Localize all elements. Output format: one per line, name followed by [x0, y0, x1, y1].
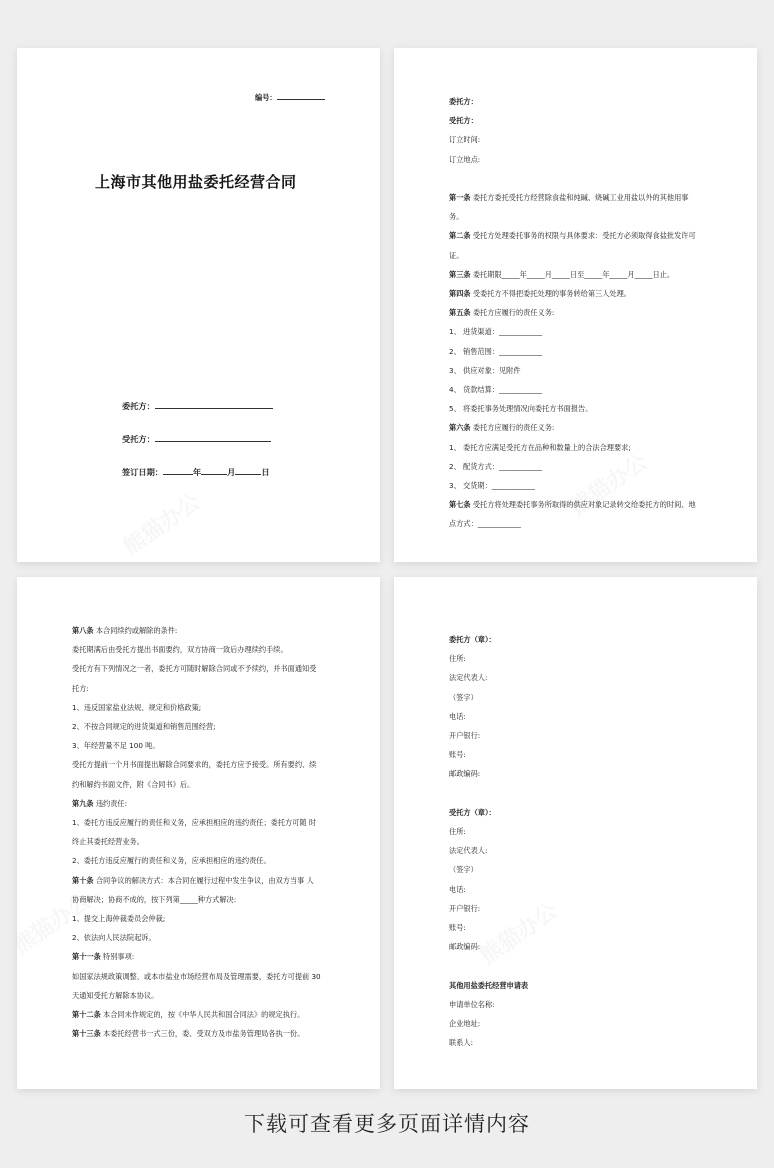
line-text: 住所: [449, 654, 466, 664]
line-text: 委托期限_____年_____月_____日至_____年_____月_____日止。 [470, 269, 675, 279]
line-text: 1、提交上海仲裁委员会仲裁; [72, 914, 166, 924]
sign-date-field: 签订日期： 年 月 日 [122, 467, 270, 477]
text-line [449, 668, 528, 687]
text-line [449, 956, 528, 975]
contract-page-4 [394, 577, 757, 1089]
line-text: 3、 交货期：____________ [449, 481, 535, 491]
text-line [72, 717, 321, 736]
text-line [449, 649, 528, 668]
line-text: 电话: [449, 884, 466, 894]
text-line [449, 1033, 528, 1052]
line-text: 务。 [449, 212, 464, 222]
text-line [72, 736, 321, 755]
text-line [449, 880, 528, 899]
bold-label: 第一条 [449, 193, 471, 203]
line-text: 申请单位名称: [449, 999, 495, 1009]
line-text: 1、委托方违反应履行的责任和义务，应承担相应的违约责任；委托方可随 时 [72, 818, 317, 828]
text-line [449, 899, 528, 918]
line-text: 邮政编码: [449, 769, 481, 779]
line-text: 委托方应履行的责任义务: [470, 423, 555, 433]
bold-label: 第五条 [449, 308, 471, 318]
text-line [449, 150, 696, 169]
text-line [72, 755, 321, 774]
text-line [449, 514, 696, 533]
text-line [449, 169, 696, 188]
line-text: 订立地点: [449, 154, 481, 164]
text-line [72, 1005, 321, 1024]
line-text: 开户银行: [449, 731, 481, 741]
line-text: 4、 货款结算：____________ [449, 385, 543, 395]
bold-label: 第八条 [72, 626, 94, 635]
text-line [449, 207, 696, 226]
text-line [449, 745, 528, 764]
line-text: 违约责任: [93, 798, 128, 808]
download-more-caption: 下载可查看更多页面详情内容 [244, 1112, 530, 1136]
line-text: 3、年经营量不足 100 吨。 [72, 741, 160, 751]
line-text: 合同争议的解决方式：本合同在履行过程中发生争议，由双方当事 人 [93, 875, 314, 885]
text-line [449, 707, 528, 726]
text-line [449, 111, 696, 130]
line-text: 2、依法向人民法院起诉。 [72, 933, 156, 943]
text-line [72, 621, 321, 640]
text-line [449, 841, 528, 860]
text-line [449, 976, 528, 995]
contract-page-1 [17, 48, 380, 562]
text-line [72, 871, 321, 890]
bold-label: 受托方： [449, 116, 478, 126]
line-text: （签字） [449, 865, 478, 875]
text-line [449, 188, 696, 207]
text-line [72, 967, 321, 986]
bold-label: 第十三条 [72, 1029, 101, 1039]
line-text: 协商解决；协商不成的，按下列第_____种方式解决: [72, 894, 237, 904]
bold-label: 第十一条 [72, 952, 101, 962]
text-line [449, 822, 528, 841]
bold-label: 第九条 [72, 798, 94, 808]
line-text: 受托方有下列情况之一者，委托方可随时解除合同或不予续约，并书面通知受 [72, 664, 317, 674]
line-text: 本合同续约或解除的条件: [93, 626, 178, 635]
line-text: 法定代表人: [449, 673, 488, 683]
line-text: 2、 配货方式：____________ [449, 461, 543, 471]
line-text: 终止其委托经营业务。 [72, 837, 144, 847]
text-line [72, 1024, 321, 1043]
bold-label: 受托方（章）： [449, 807, 496, 817]
bold-label: 第六条 [449, 423, 471, 433]
line-text: 法定代表人: [449, 846, 488, 856]
line-text: 受托方将处理委托事务所取得的供应对象记录转交给委托方的时间、地 [470, 500, 696, 510]
contract-page-2 [394, 48, 757, 562]
contract-title: 上海市其他用盐委托经营合同 [95, 173, 297, 191]
line-text: 受托方处理委托事务的权限与具体要求：受托方必须取得食盐批发许可 [470, 231, 696, 241]
text-line [72, 890, 321, 909]
line-text: 证。 [449, 250, 464, 260]
line-text: 开户银行: [449, 903, 481, 913]
line-text: 本委托经营书一式三份，委、受双方及市盐务管理局各执一份。 [100, 1029, 305, 1039]
text-line [449, 860, 528, 879]
line-text: 委托方应履行的责任义务: [470, 308, 555, 318]
text-line [449, 784, 528, 803]
text-line [449, 399, 696, 418]
line-text: 1、 委托方应满足受托方在品种和数量上的合法合理要求; [449, 442, 631, 452]
text-line [72, 851, 321, 870]
text-line [449, 246, 696, 265]
text-line [449, 457, 696, 476]
line-text: 5、 将委托事务处理情况向委托方书面报告。 [449, 404, 593, 414]
line-text: （签字） [449, 692, 478, 702]
line-text: 天通知受托方解除本协议。 [72, 990, 159, 1000]
text-line [449, 764, 528, 783]
contract-number-field: 编号： [255, 88, 325, 107]
text-line [449, 418, 696, 437]
text-line [72, 928, 321, 947]
text-line [72, 947, 321, 966]
line-text: 受托方提前一个月书面提出解除合同要求的，委托方应予接受。所有要约、续 [72, 760, 317, 770]
text-line [72, 909, 321, 928]
text-line [449, 265, 696, 284]
line-text: 委托期满后由受托方提出书面要约，双方协商一致后办理续约手续。 [72, 645, 288, 655]
text-line [449, 322, 696, 341]
text-line [72, 640, 321, 659]
line-text: 本合同未作规定的，按《中华人民共和国合同法》的规定执行。 [100, 1010, 305, 1020]
bold-label: 第七条 [449, 500, 471, 510]
line-text: 2、委托方违反应履行的责任和义务，应承担相应的违约责任。 [72, 856, 271, 866]
contract-page-3 [17, 577, 380, 1089]
line-text: 约和解约书面文件，附《合同书》后。 [72, 779, 195, 789]
text-line [449, 284, 696, 303]
line-text: 2、 销售范围：____________ [449, 346, 543, 356]
bold-label: 第十条 [72, 875, 94, 885]
text-line [449, 438, 696, 457]
line-text: 2、不按合同规定的进货渠道和销售范围经营; [72, 722, 216, 732]
line-text: 托方: [72, 683, 89, 693]
watermark [116, 486, 206, 562]
line-text: 特别事项: [100, 952, 135, 962]
text-line [449, 918, 528, 937]
line-text: 如国家法规政策调整、或本市盐业市场经营布局及管理需要，委托方可提前 30 [72, 971, 321, 981]
page-3-body [72, 621, 321, 1043]
bold-label: 其他用盐委托经营申请表 [449, 980, 529, 990]
line-text: 账号: [449, 750, 466, 760]
line-text: 订立时间: [449, 135, 481, 145]
principal-signature-field: 委托方： [122, 401, 273, 412]
bold-label: 第二条 [449, 231, 471, 241]
text-line [449, 995, 528, 1014]
text-line [72, 794, 321, 813]
text-line [449, 342, 696, 361]
text-line [72, 986, 321, 1005]
line-text: 邮政编码: [449, 942, 481, 952]
bold-label: 委托方（章）： [449, 635, 496, 644]
blank-line [155, 402, 273, 409]
text-line [449, 361, 696, 380]
text-line [72, 775, 321, 794]
line-text: 住所: [449, 827, 466, 837]
text-line [449, 630, 528, 649]
text-line [449, 803, 528, 822]
text-line [449, 726, 528, 745]
text-line [449, 476, 696, 495]
text-line [72, 698, 321, 717]
text-line [72, 832, 321, 851]
line-text: 点方式：____________ [449, 519, 521, 529]
bold-label: 第十二条 [72, 1010, 101, 1020]
line-text: 联系人: [449, 1038, 473, 1048]
page-4-body [449, 630, 528, 1052]
text-line [449, 495, 696, 514]
text-line [449, 380, 696, 399]
line-text: 企业地址: [449, 1019, 481, 1029]
blank-line [277, 93, 325, 100]
text-line [449, 226, 696, 245]
text-line [72, 813, 321, 832]
line-text: 委托方委托受托方经营除食盐和纯碱、烧碱工业用盐以外的其他用事 [470, 193, 689, 203]
line-text: 账号: [449, 923, 466, 933]
text-line [449, 130, 696, 149]
line-text: 电话: [449, 711, 466, 721]
bold-label: 委托方： [449, 97, 478, 106]
bold-label: 第四条 [449, 289, 471, 299]
line-text: 1、 进货渠道：____________ [449, 327, 543, 337]
page-2-body [449, 92, 696, 534]
text-line [449, 1014, 528, 1033]
text-line [449, 303, 696, 322]
text-line [449, 688, 528, 707]
line-text: 受委托方不得把委托处理的事务转给第三人处理。 [470, 289, 631, 299]
blank-line [155, 435, 271, 442]
text-line [72, 679, 321, 698]
bold-label: 第三条 [449, 269, 471, 279]
line-text: 1、违反国家盐业法规、规定和价格政策; [72, 702, 202, 712]
text-line [449, 937, 528, 956]
text-line [72, 659, 321, 678]
text-line [449, 92, 696, 111]
agent-signature-field: 受托方： [122, 434, 271, 445]
line-text: 3、 供应对象：见附件 [449, 365, 521, 375]
